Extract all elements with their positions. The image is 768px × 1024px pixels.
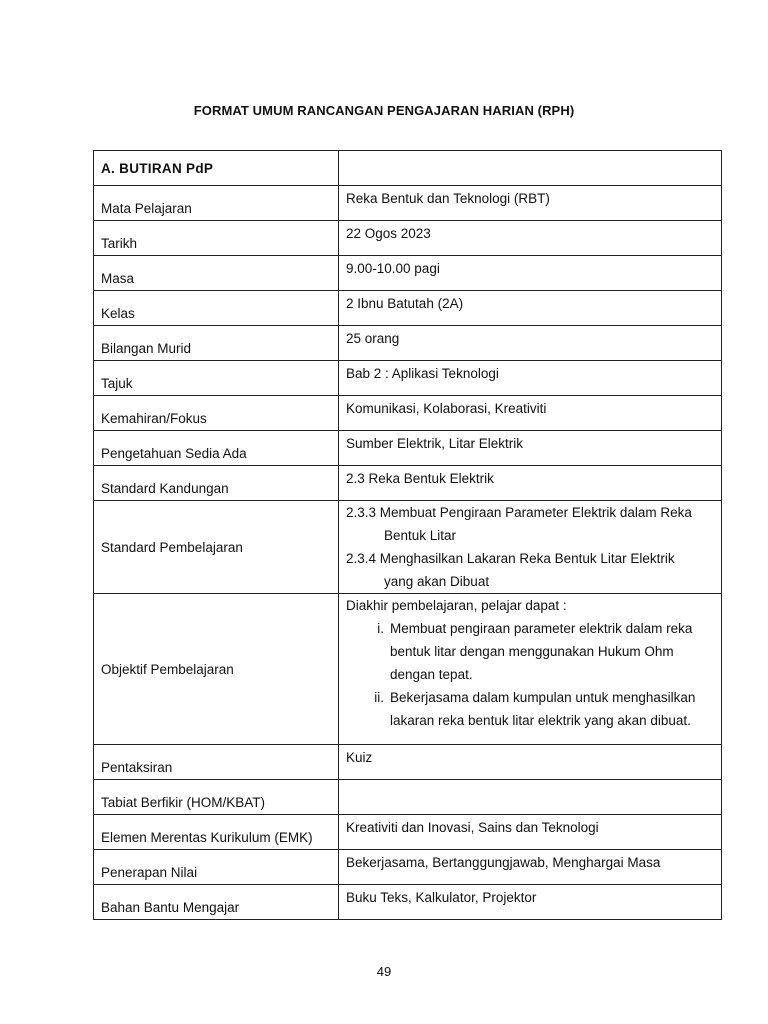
row-value: 22 Ogos 2023	[339, 221, 722, 256]
section-header-label: A. BUTIRAN PdP	[94, 151, 339, 186]
learning-standard-item: 2.3.4 Menghasilkan Lakaran Reka Bentuk Litar Elektrik	[346, 551, 675, 566]
objective-line: Bekerjasama dalam kumpulan untuk menghasilkan	[390, 690, 696, 705]
table-row	[94, 745, 722, 780]
standard-pembelajaran-row	[94, 501, 722, 594]
list-item	[346, 617, 714, 686]
objective-line: bentuk litar dengan menggunakan Hukum Ohm	[390, 644, 674, 659]
list-numeral: ii.	[374, 690, 384, 705]
row-label: Mata Pelajaran	[94, 186, 339, 221]
standard-pembelajaran-list	[339, 501, 722, 594]
row-label: Bilangan Murid	[94, 326, 339, 361]
row-value	[339, 780, 722, 815]
row-value: Bekerjasama, Bertanggungjawab, Menghargai Masa	[339, 850, 722, 885]
table-header-row	[94, 151, 722, 186]
objective-list	[346, 617, 714, 732]
row-label: Pengetahuan Sedia Ada	[94, 431, 339, 466]
row-label: Tajuk	[94, 361, 339, 396]
list-numeral: i.	[377, 621, 384, 636]
row-value: Buku Teks, Kalkulator, Projektor	[339, 885, 722, 920]
row-label: Objektif Pembelajaran	[94, 594, 339, 745]
page-number: 49	[376, 964, 392, 979]
row-label: Kelas	[94, 291, 339, 326]
list-item	[346, 686, 714, 732]
row-value: 2.3 Reka Bentuk Elektrik	[339, 466, 722, 501]
table-row	[94, 780, 722, 815]
row-value: Reka Bentuk dan Teknologi (RBT)	[339, 186, 722, 221]
objective-line: lakaran reka bentuk litar elektrik yang akan dibuat.	[390, 713, 691, 728]
page-title: FORMAT UMUM RANCANGAN PENGAJARAN HARIAN (RPH)	[193, 103, 575, 118]
row-label: Standard Kandungan	[94, 466, 339, 501]
row-value: Kreativiti dan Inovasi, Sains dan Teknologi	[339, 815, 722, 850]
row-value: 9.00-10.00 pagi	[339, 256, 722, 291]
row-label: Elemen Merentas Kurikulum (EMK)	[94, 815, 339, 850]
learning-standard-item: 2.3.3 Membuat Pengiraan Parameter Elektrik dalam Reka	[346, 505, 692, 520]
objektif-row	[94, 594, 722, 745]
table-row	[94, 850, 722, 885]
table-row	[94, 186, 722, 221]
table-row	[94, 221, 722, 256]
table-row	[94, 291, 722, 326]
objektif-content	[339, 594, 722, 745]
row-value: 2 Ibnu Batutah (2A)	[339, 291, 722, 326]
section-header-value	[339, 151, 722, 186]
row-value: Sumber Elektrik, Litar Elektrik	[339, 431, 722, 466]
row-value: 25 orang	[339, 326, 722, 361]
objective-line: Membuat pengiraan parameter elektrik dalam reka	[390, 621, 693, 636]
learning-standard-item-continued: yang akan Dibuat	[384, 574, 490, 589]
row-value: Komunikasi, Kolaborasi, Kreativiti	[339, 396, 722, 431]
table-row	[94, 361, 722, 396]
row-label: Bahan Bantu Mengajar	[94, 885, 339, 920]
objective-intro: Diakhir pembelajaran, pelajar dapat :	[346, 598, 567, 613]
rph-table	[93, 150, 722, 920]
row-label: Masa	[94, 256, 339, 291]
row-label: Tabiat Berfikir (HOM/KBAT)	[94, 780, 339, 815]
row-label: Kemahiran/Fokus	[94, 396, 339, 431]
row-value: Bab 2 : Aplikasi Teknologi	[339, 361, 722, 396]
row-label: Pentaksiran	[94, 745, 339, 780]
table-row	[94, 326, 722, 361]
learning-standard-item-continued: Bentuk Litar	[384, 528, 457, 543]
table-row	[94, 396, 722, 431]
row-value: Kuiz	[339, 745, 722, 780]
table-row	[94, 815, 722, 850]
row-label: Standard Pembelajaran	[94, 501, 339, 594]
table-row	[94, 256, 722, 291]
row-label: Penerapan Nilai	[94, 850, 339, 885]
row-label: Tarikh	[94, 221, 339, 256]
objective-line: dengan tepat.	[390, 667, 473, 682]
table-row	[94, 466, 722, 501]
table-row	[94, 885, 722, 920]
table-row	[94, 431, 722, 466]
